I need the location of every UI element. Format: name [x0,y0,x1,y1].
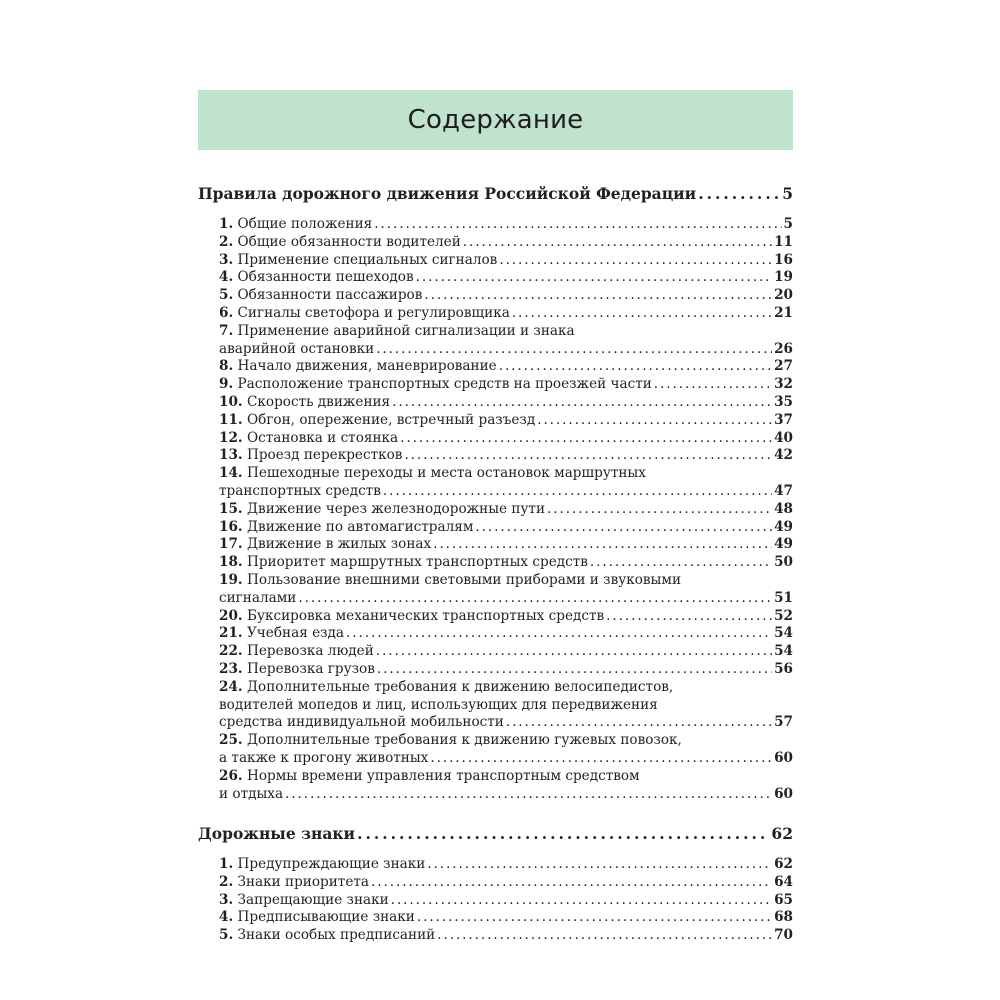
toc-entry-label: Пользование внешними световыми приборами и звуковыми [246,571,682,588]
toc-entry[interactable] [219,927,793,945]
toc-entry-text [219,412,535,430]
toc-entry-number: 22. [219,643,243,660]
dot-leader [377,661,772,679]
toc-entry[interactable] [219,465,793,501]
toc-entry-label: Сигналы светофора и регулировщика [237,304,510,321]
toc-entry-text [219,394,390,412]
toc-entry-page-number: 26 [774,340,793,357]
toc-entry-number: 19. [219,571,243,588]
toc-entry-label: Остановка и стоянка [246,429,399,446]
section-page-number: 5 [782,184,793,203]
toc-entry-label: Движение через железнодорожные пути [246,500,546,517]
toc-entry-line [219,465,793,483]
toc-entry-page-number: 20 [774,287,793,304]
dot-leader [392,394,772,412]
contents-header-band [198,90,793,150]
toc-entry-line [219,305,793,323]
toc-entry-page-number: 60 [774,785,793,802]
toc-entry-label: Дополнительные требования к движению велосипедистов, [246,678,674,695]
toc-entry-page-number: 40 [774,429,793,446]
toc-entry-label: сигналами [219,589,297,606]
toc-entry-line [219,252,793,270]
toc-entry[interactable] [219,501,793,519]
toc-entry-text [219,376,652,394]
toc-entry-text [219,483,381,501]
toc-entry-text [219,269,414,287]
section-page-number: 62 [771,824,793,843]
toc-entry[interactable] [219,269,793,287]
toc-entry-page-number: 42 [774,447,793,464]
dot-leader [357,822,769,846]
toc-entry-text [219,856,425,874]
toc-entry[interactable] [219,892,793,910]
toc-entry-line [219,590,793,608]
toc-entry[interactable] [219,376,793,394]
toc-entry[interactable] [219,572,793,608]
toc-entry[interactable] [219,732,793,768]
toc-entry-label: Начало движения, маневрирование [237,358,497,375]
toc-entry-line [219,608,793,626]
toc-entry-line [219,768,793,786]
toc-entry-line [219,927,793,945]
toc-entry-line [219,856,793,874]
toc-entry[interactable] [219,430,793,448]
toc-entry-line [219,234,793,252]
toc-entry[interactable] [219,412,793,430]
toc-entry[interactable] [219,234,793,252]
toc-entry-line [219,572,793,590]
toc-entry-number: 23. [219,660,243,677]
toc-entry-page-number: 60 [774,749,793,766]
toc-entry-line [219,750,793,768]
dot-leader [374,216,781,234]
toc-entry[interactable] [219,287,793,305]
toc-entry-label: Дополнительные требования к движению гужевых повозок, [246,732,682,749]
dot-leader [376,643,772,661]
toc-entry-number: 26. [219,767,243,784]
dot-leader [298,590,772,608]
toc-entry-number: 13. [219,447,243,464]
toc-entry-number: 25. [219,732,243,749]
toc-entry-label: Обязанности пешеходов [237,269,414,286]
toc-entry-page-number: 21 [774,304,793,321]
toc-entry-label: Буксировка механических транспортных средств [246,607,605,624]
toc-entry-line [219,376,793,394]
toc-entry-page-number: 68 [774,909,793,926]
toc-entry[interactable] [219,909,793,927]
toc-entry-label: Предписывающие знаки [237,909,415,926]
section-heading-row[interactable] [198,182,793,206]
toc-entry-line [219,679,793,697]
dot-leader [416,269,772,287]
toc-entry-list [198,216,793,803]
toc-entry-number: 5. [219,927,234,944]
toc-entry-label: транспортных средств [219,482,381,499]
toc-entry-label: Обязанности пассажиров [237,287,423,304]
toc-entry-label: Применение специальных сигналов [237,251,498,268]
toc-entry-label: Обгон, опережение, встречный разъезд [246,411,536,428]
toc-entry-line [219,394,793,412]
toc-section-traffic-rules [198,182,793,803]
dot-leader [433,536,772,554]
toc-entry[interactable] [219,768,793,804]
toc-entry-line [219,625,793,643]
toc-entry-label: Пешеходные переходы и места остановок маршрутных [246,465,646,482]
toc-entry-text [219,430,398,448]
toc-entry-line [219,447,793,465]
toc-entry-text [219,252,497,270]
toc-entry-page-number: 54 [774,643,793,660]
toc-entry[interactable] [219,679,793,732]
toc-entry-text [219,305,510,323]
toc-entry-label: Запрещающие знаки [237,891,389,908]
toc-section-road-signs [198,822,793,945]
toc-entry-page-number: 51 [774,589,793,606]
dot-leader [512,305,772,323]
toc-entry-text [219,608,604,626]
dot-leader [391,892,772,910]
dot-leader [547,501,772,519]
toc-entry-line [219,536,793,554]
toc-entry-line [219,501,793,519]
toc-entry-label: Скорость движения [246,393,391,410]
toc-entry-label: Движение в жилых зонах [246,536,432,553]
toc-entry-page-number: 64 [774,873,793,890]
toc-entry-number: 2. [219,873,234,890]
toc-entry-number: 21. [219,625,243,642]
toc-entry-text [219,909,415,927]
toc-entry-line [219,697,793,715]
toc-entry-number: 2. [219,233,234,250]
toc-entry-number: 11. [219,411,243,428]
toc-entry-page-number: 16 [774,251,793,268]
toc-entry-page-number: 57 [774,714,793,731]
toc-entry-line [219,661,793,679]
toc-entry-number: 6. [219,304,234,321]
dot-leader [654,376,772,394]
toc-entry[interactable] [219,394,793,412]
toc-entry-label: и отдыха [219,785,284,802]
toc-entry-number: 14. [219,465,243,482]
dot-leader [590,554,772,572]
dot-leader [537,412,772,430]
toc-entry-line [219,216,793,234]
toc-entry-text [219,216,372,234]
toc-entry[interactable] [219,252,793,270]
dot-leader [430,750,772,768]
toc-entry-line [219,732,793,750]
toc-entry-line [219,412,793,430]
toc-entry-label: Предупреждающие знаки [237,856,426,872]
toc-entry-label: Нормы времени управления транспортным средством [246,767,640,784]
toc-entry-line [219,874,793,892]
dot-leader [285,786,772,804]
toc-entry-label: аварийной остановки [219,340,375,357]
toc-entry-text [219,786,283,804]
toc-entry-number: 1. [219,856,234,872]
toc-entry-number: 18. [219,554,243,571]
toc-entry-page-number: 65 [774,891,793,908]
toc-entry-label: Движение по автомагистралям [246,518,474,535]
toc-entry-line [219,643,793,661]
toc-entry[interactable] [219,447,793,465]
toc-entry-text [219,501,545,519]
toc-entry-number: 3. [219,251,234,268]
toc-entry-line [219,909,793,927]
toc-entry-number: 7. [219,322,234,339]
toc-entry-number: 3. [219,891,234,908]
section-title: Правила дорожного движения Российской Федерации [198,184,697,203]
toc-entry-page-number: 47 [774,482,793,499]
toc-entry-page-number: 35 [774,393,793,410]
toc-entry-page-number: 52 [774,607,793,624]
toc-entry-label: Приоритет маршрутных транспортных средств [246,554,588,571]
toc-entry-page-number: 49 [774,518,793,535]
toc-entry-label: средства индивидуальной мобильности [219,714,504,731]
toc-entry-page-number: 50 [774,554,793,571]
toc-entry-line [219,287,793,305]
toc-entry-text [219,554,588,572]
toc-entry[interactable] [219,661,793,679]
toc-entry[interactable] [219,323,793,359]
dot-leader [346,625,772,643]
toc-entry[interactable] [219,643,793,661]
toc-entry-label: Знаки особых предписаний [237,927,436,944]
dot-leader [417,909,772,927]
toc-entry[interactable] [219,856,793,874]
toc-entry[interactable] [219,305,793,323]
toc-entry-label: Перевозка людей [246,643,374,660]
toc-entry-label: Общие положения [237,216,373,232]
dot-leader [698,182,780,206]
toc-entry-number: 5. [219,287,234,304]
dot-leader [499,252,772,270]
toc-entry-text [219,661,375,679]
page-title: Содержание [407,105,584,135]
toc-entry-line [219,786,793,804]
toc-entry-text [219,590,296,608]
toc-entry-page-number: 37 [774,411,793,428]
dot-leader [400,430,772,448]
toc-entry-text [219,714,504,732]
dot-leader [606,608,772,626]
dot-leader [463,234,772,252]
toc-entry-text [219,536,431,554]
toc-entry-line [219,714,793,732]
toc-entry[interactable] [219,536,793,554]
toc-entry-label: Проезд перекрестков [246,447,403,464]
section-heading-row[interactable] [198,822,793,846]
toc-entry-page-number: 27 [774,358,793,375]
toc-entry-page-number: 62 [774,856,793,872]
toc-entry-text [219,750,428,768]
dot-leader [506,714,772,732]
toc-entry-text [219,892,389,910]
toc-entry-number: 17. [219,536,243,553]
dot-leader [383,483,772,501]
toc-entry-label: Учебная езда [246,625,345,642]
toc-entry-page-number: 70 [774,927,793,944]
toc-entry[interactable] [219,358,793,376]
toc-entry-label: Перевозка грузов [246,660,375,677]
toc-entry-text [219,519,473,537]
toc-entry-line [219,358,793,376]
toc-entry-text [219,874,369,892]
toc-entry-page-number: 56 [774,660,793,677]
toc-entry-page-number: 19 [774,269,793,286]
toc-entry-text [219,287,422,305]
toc-entry[interactable] [219,519,793,537]
toc-entry-line [219,341,793,359]
toc-entry-text [219,447,402,465]
toc-entry-text [219,234,461,252]
toc-entry-label: а также к прогону животных [219,749,429,766]
toc-entry-page-number: 32 [774,376,793,393]
dot-leader [376,341,772,359]
toc-entry-number: 24. [219,678,243,695]
toc-entry-label: Общие обязанности водителей [237,233,461,250]
toc-entry-list [198,856,793,945]
toc-entry-text [219,625,344,643]
dot-leader [499,358,772,376]
dot-leader [475,519,772,537]
dot-leader [424,287,772,305]
dot-leader [427,856,772,874]
toc-entry[interactable] [219,608,793,626]
toc-entry-page-number: 54 [774,625,793,642]
toc-entry-number: 15. [219,500,243,517]
toc-entry-line [219,430,793,448]
toc-entry-page-number: 49 [774,536,793,553]
toc-entry-text [219,358,497,376]
toc-entry-line [219,554,793,572]
toc-entry-label: Расположение транспортных средств на проезжей части [237,376,652,393]
toc-entry-line [219,892,793,910]
toc-entry-text [219,341,374,359]
toc-entry-line [219,483,793,501]
toc-entry-number: 4. [219,269,234,286]
toc-entry-text [219,643,374,661]
toc-entry[interactable] [219,625,793,643]
toc-entry-number: 16. [219,518,243,535]
section-title: Дорожные знаки [198,824,356,843]
toc-entry-number: 4. [219,909,234,926]
toc-entry-label: Применение аварийной сигнализации и знака [237,322,575,339]
toc-entry-number: 20. [219,607,243,624]
toc-entry-line [219,323,793,341]
toc-entry[interactable] [219,554,793,572]
toc-entry-page-number: 48 [774,500,793,517]
toc-entry[interactable] [219,216,793,234]
toc-entry-line [219,269,793,287]
toc-entry-number: 10. [219,393,243,410]
toc-entry-number: 12. [219,429,243,446]
toc-entry-label: Знаки приоритета [237,873,370,890]
dot-leader [404,447,772,465]
toc-entry-label: водителей мопедов и лиц, использующих для передвижения [219,696,658,713]
toc-entry-text [219,927,435,945]
toc-entry-number: 9. [219,376,234,393]
dot-leader [371,874,772,892]
toc-entry-number: 8. [219,358,234,375]
toc-entry[interactable] [219,874,793,892]
toc-entry-page-number: 11 [774,233,793,250]
toc-entry-page-number: 5 [783,216,793,232]
toc-entry-number: 1. [219,216,234,232]
dot-leader [437,927,772,945]
toc-entry-line [219,519,793,537]
